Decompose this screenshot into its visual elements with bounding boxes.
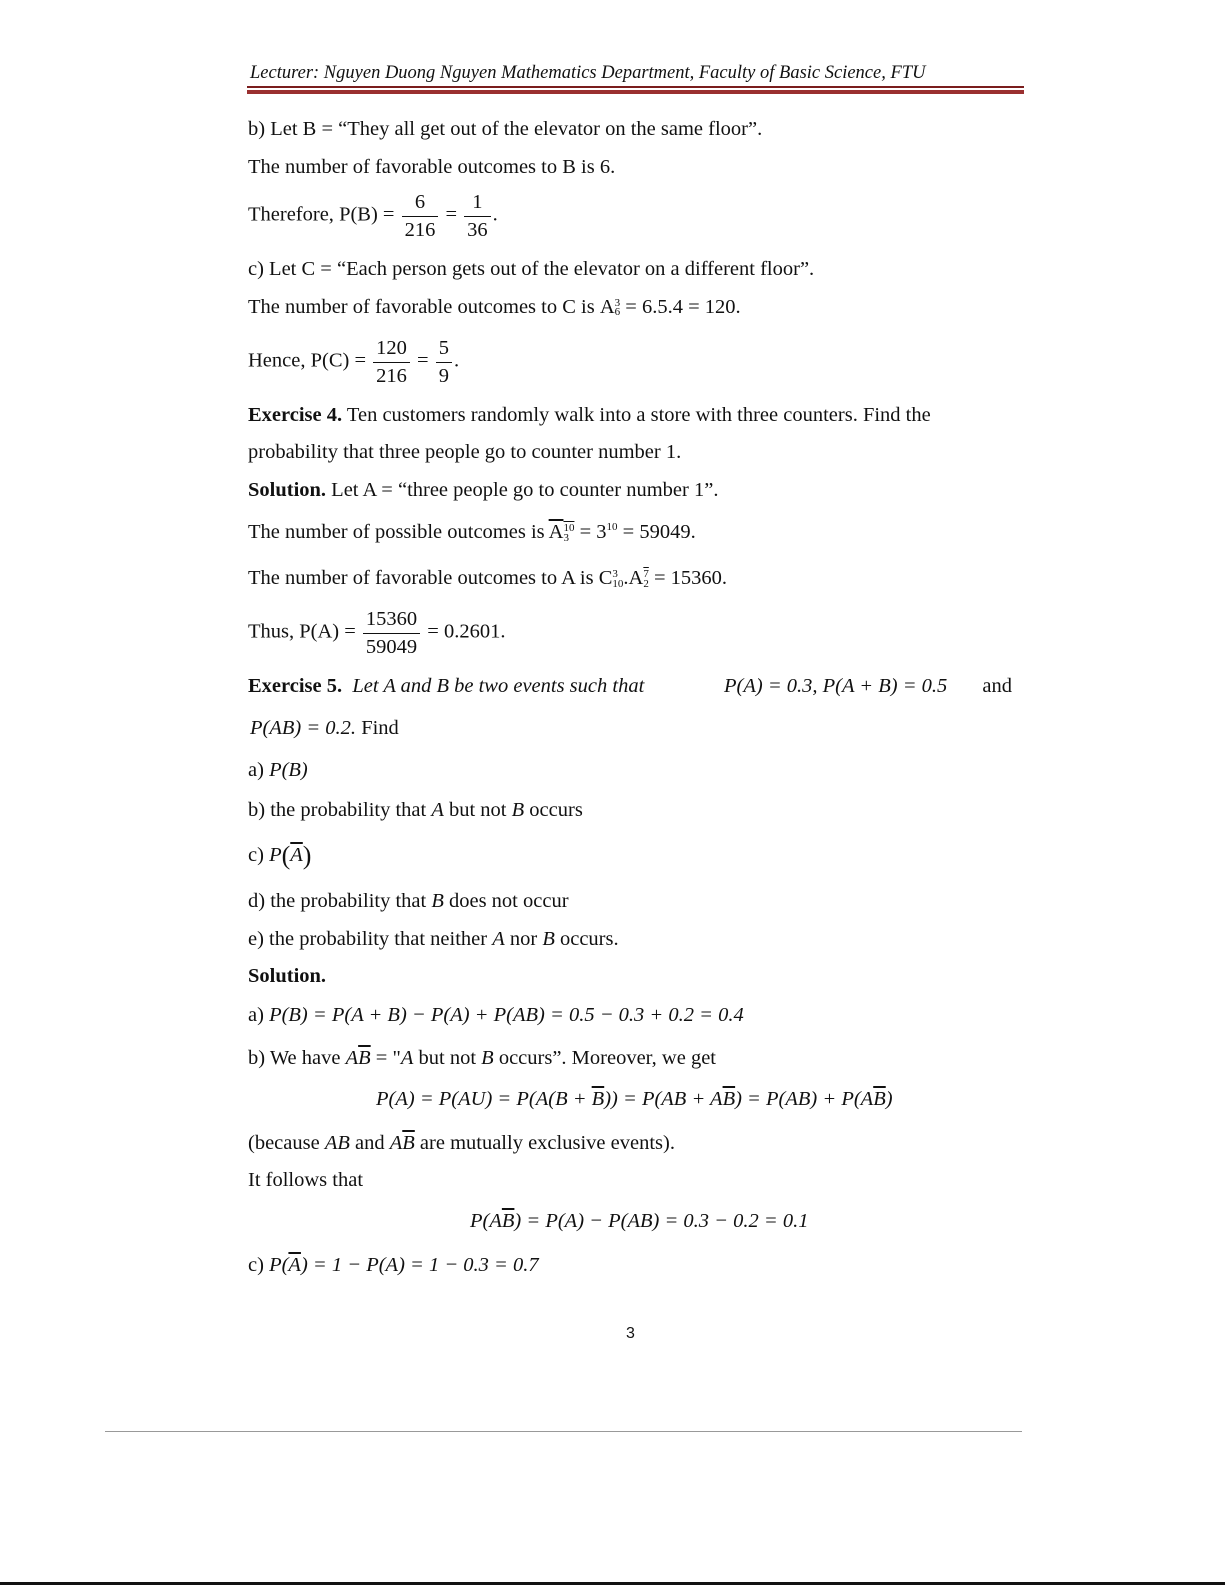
exercise-5-item-e: e) the probability that neither A nor B occurs.: [248, 928, 619, 950]
header-rule-thick: [247, 90, 1024, 94]
solution-5-because: (because AB and $A\overline{B}$ are mutually exclusive events).: [248, 1132, 675, 1154]
part-b-definition: b) Let B = “They all get out of the elevator on the same floor”.: [248, 118, 763, 140]
exercise-5-item-b: b) the probability that A but not B occurs: [248, 799, 583, 821]
fraction: $\frac{15360}{59049}$: [363, 609, 420, 657]
exercise-4-possible-outcomes: The number of possible outcomes is $\overline{A}$ 10 3 = $3^{10} = 59049$.: [248, 521, 696, 545]
part-b-favorable: The number of favorable outcomes to B is 6.: [248, 156, 616, 178]
part-c-probability: Hence, P(C) = $\frac{120}{216}$ = $\frac{5}{9}$ .: [248, 337, 460, 387]
exercise-5-item-c: c) $P(\overline{A})$: [248, 841, 312, 870]
exercise-4-solution: Solution. Let A = “three people go to counter number 1”.: [248, 479, 719, 501]
footer-rule: [105, 1431, 1022, 1432]
header-rule: [247, 86, 1024, 88]
solution-5-equation-2: $P(A\overline{B}) = P(A) - P(AB) = 0.3 - 0.2 = 0.1$: [470, 1210, 809, 1232]
exercise-4-statement-cont: probability that three people go to counter number 1.: [248, 441, 682, 463]
part-c-definition: c) Let C = “Each person gets out of the elevator on a different floor”.: [248, 258, 815, 280]
page-number: 3: [626, 1325, 635, 1342]
fraction: $\frac{1}{36}$: [464, 192, 491, 240]
page-header: Lecturer: Nguyen Duong Nguyen Mathematics Department, Faculty of Basic Science, FTU: [250, 63, 926, 83]
exercise-4-result: Thus, P(A) = $\frac{15360}{59049}$ = 0.2601.: [248, 608, 506, 658]
fraction: $\frac{6}{216}$: [402, 192, 439, 240]
solution-5-part-b: b) We have $A\overline{B}$ = "A but not B occurs”. Moreover, we get: [248, 1047, 716, 1069]
solution-5-part-c: c) $P(\overline{A}) = 1 - P(A) = 1 - 0.3 = 0.7$: [248, 1254, 539, 1276]
solution-5-follows: It follows that: [248, 1169, 364, 1191]
exercise-5-statement: Exercise 5. Let A and B be two events such that P(A) = 0.3, P(A + B) = 0.5 and: [248, 675, 1012, 697]
solution-5-part-a: a) P(B) = P(A + B) − P(A) + P(AB) = 0.5 − 0.3 + 0.2 = 0.4: [248, 1004, 744, 1026]
fraction: $\frac{120}{216}$: [373, 338, 410, 386]
part-c-favorable: The number of favorable outcomes to C is A 3 6 = 6.5.4 = 120.: [248, 296, 741, 319]
exercise-4-statement: Exercise 4. Ten customers randomly walk into a store with three counters. Find the: [248, 404, 931, 426]
fraction: $\frac{5}{9}$: [436, 338, 452, 386]
exercise-5-item-a: a) P(B): [248, 759, 308, 781]
exercise-5-statement-cont: P(AB) = 0.2. Find: [250, 717, 399, 739]
exercise-4-favorable-outcomes: The number of favorable outcomes to A is C 3 10 .A 7 2 = 15360.: [248, 567, 728, 591]
exercise-5-item-d: d) the probability that B does not occur: [248, 890, 569, 912]
solution-5-equation-1: $P(A) = P(AU) = P(A(B + \overline{B})) = P(AB + A\overline{B}) = P(AB) + P(A\overline{B})$: [376, 1088, 893, 1110]
part-b-probability: Therefore, P(B) = $\frac{6}{216}$ = $\frac{1}{36}$ .: [248, 191, 498, 241]
solution-5-heading: Solution.: [248, 965, 327, 987]
